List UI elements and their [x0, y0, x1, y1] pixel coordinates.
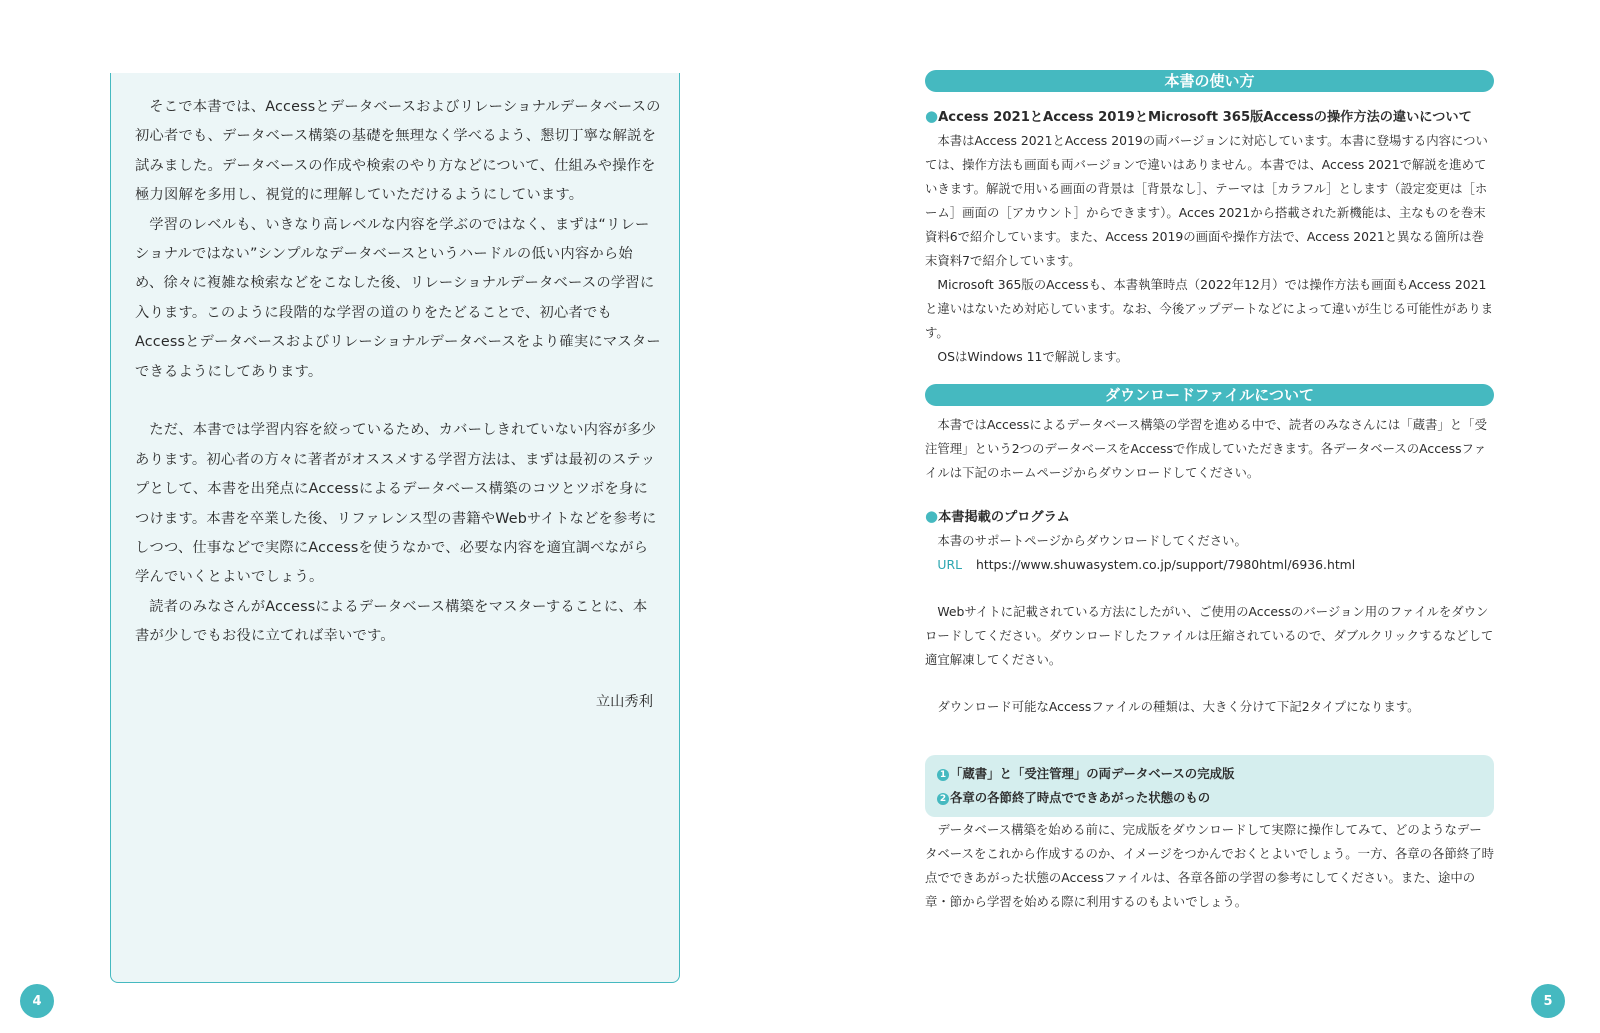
section-title-download: ダウンロードファイルについて [925, 384, 1494, 406]
versions-paragraph: OSはWindows 11で解説します。 [937, 349, 1129, 364]
program-heading [925, 506, 1070, 528]
preface-paragraph: そこで本書では、Accessとデータベースおよびリレーショナルデータベースの初心者でも、データベース構築の基礎を無理なく学べるよう、懇切丁寧な解説を試みました。データベースの作成や検索のやり方などについて、仕組みや操作を極力図解を多用し、視覚的に理解していただけるようにしています。 [135, 99, 661, 204]
closing-text [925, 818, 1494, 914]
closing-paragraph: データベース構築を始める前に、完成版をダウンロードして実際に操作してみて、どのようなデータベースをこれから作成するのか、イメージをつかんでおくとよいでしょう。一方、各章の各節終了時点でできあがった状態のAccessファイルは、各章各節の学習の参考にしてください。また、途中の章・節から学習を始める際に利用するのもよいでしょう。 [925, 822, 1494, 909]
file-type-text: 「蔵書」と「受注管理」の両データベースの完成版 [950, 766, 1235, 781]
versions-paragraph: Microsoft 365版のAccessも、本書執筆時点（2022年12月）では操作方法も画面もAccess 2021と違いはないため対応しています。なお、今後アップデートなどによって違いが生じる可能性があります。 [925, 277, 1494, 340]
program-heading-text: 本書掲載のプログラム [938, 510, 1070, 525]
support-url-link[interactable]: https://www.shuwasystem.co.jp/support/7980html/6936.html [975, 557, 1356, 572]
preface-paragraph: 読者のみなさんがAccessによるデータベース構築をマスターすることに、本書が少しでもお役に立てれば幸いです。 [135, 598, 648, 645]
web-instructions [925, 600, 1494, 672]
versions-heading-text: Access 2021とAccess 2019とMicrosoft 365版Accessの操作方法の違いについて [938, 110, 1472, 125]
program-info [925, 529, 1494, 577]
bullet-dot-icon: ● [925, 107, 939, 125]
versions-text [925, 129, 1494, 369]
web-instructions-paragraph: Webサイトに記載されている方法にしたがい、ご使用のAccessのバージョン用のファイルをダウンロードしてください。ダウンロードしたファイルは圧縮されているので、ダブルクリックするなどして適宜解凍してください。 [925, 604, 1494, 667]
file-type-item [937, 786, 1482, 810]
number-badge-icon: 2 [937, 793, 949, 805]
section-title-usage: 本書の使い方 [925, 70, 1494, 92]
versions-heading [925, 106, 1472, 128]
preface-paragraph: ただ、本書では学習内容を絞っているため、カバーしきれていない内容が多少あります。初心者の方々に著者がオススメする学習方法は、まずは最初のステップとして、本書を出発点にAccessによるデータベース構築のコツとツボを身につけます。本書を卒業した後、リファレンス型の書籍やWebサイトなどを参考にしつつ、仕事などで実際にAccessを使うなかで、必要な内容を適宜調べながら学んでいくとよいでしょう。 [135, 422, 657, 586]
versions-paragraph: 本書はAccess 2021とAccess 2019の両バージョンに対応しています。本書に登場する内容については、操作方法も画面も両バージョンで違いはありません。本書では、Access 2021で解説を進めていきます。解説で用いる画面の背景は［背景なし］、テーマは［カラフル］とします（設定変更は［ホーム］画面の［アカウント］からできます）。Acces 2021から搭載された新機能は、主なものを巻末資料6で紹介しています。また、Access 2019の画面や操作方法で、Access 2021と異なる箇所は巻末資料7で紹介しています。 [925, 133, 1488, 268]
url-label: URL [937, 557, 962, 572]
file-types-box [925, 755, 1494, 817]
right-page [800, 0, 1600, 1033]
url-line [925, 553, 1494, 577]
download-intro-paragraph: 本書ではAccessによるデータベース構築の学習を進める中で、読者のみなさんには「蔵書」と「受注管理」という2つのデータベースをAccessで作成していただきます。各データベースのAccessファイルは下記のホームページからダウンロードしてください。 [925, 417, 1487, 480]
file-type-text: 各章の各節終了時点でできあがった状態のもの [950, 790, 1211, 805]
preface-paragraph: 学習のレベルも、いきなり高レベルな内容を学ぶのではなく、まずは“リレーショナルではない”シンプルなデータベースというハードルの低い内容から始め、徐々に複雑な検索などをこなした後、リレーショナルデータベースの学習に入ります。このように段階的な学習の道のりをたどることで、初心者でもAccessとデータベースおよびリレーショナルデータベースをより確実にマスターできるようにしてあります。 [135, 216, 661, 380]
preface-text [135, 93, 661, 652]
number-badge-icon: 1 [937, 769, 949, 781]
program-text: 本書のサポートページからダウンロードしてください。 [937, 533, 1247, 548]
author-signature: 立山秀利 [595, 694, 653, 710]
page-number-left: 4 [20, 984, 54, 1018]
preface-panel [110, 73, 680, 983]
file-type-item [937, 762, 1482, 786]
types-intro-paragraph: ダウンロード可能なAccessファイルの種類は、大きく分けて下記2タイプになります。 [937, 699, 1420, 714]
bullet-dot-icon: ● [925, 507, 939, 525]
page-number-right: 5 [1531, 984, 1565, 1018]
download-intro [925, 413, 1494, 485]
types-intro [925, 695, 1494, 719]
